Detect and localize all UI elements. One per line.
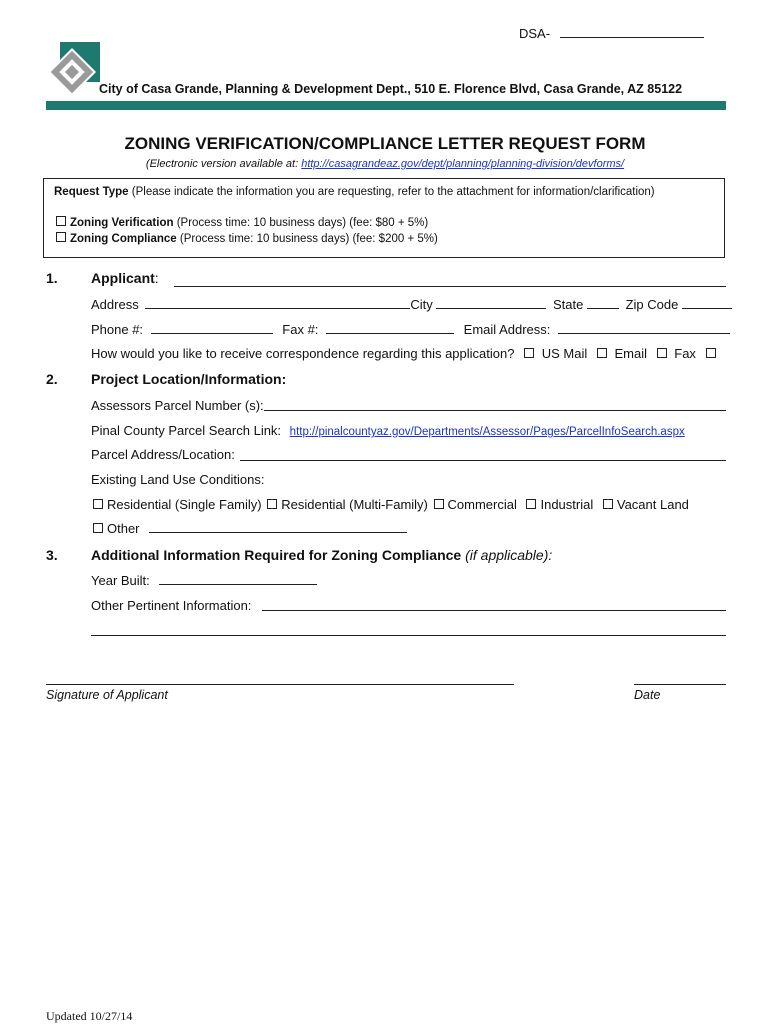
other-info-line-2[interactable] [91,635,726,636]
checkbox[interactable] [56,216,66,226]
applicant-label: Applicant [91,270,155,286]
option-zoning-verification[interactable] [54,216,428,229]
option-detail: (Process time: 10 business days) (fee: $200 + 5%) [176,233,438,245]
method-fax: Fax [674,346,696,361]
option-detail: (Process time: 10 business days) (fee: $80 + 5%) [173,217,429,229]
city-line[interactable] [436,307,546,309]
applicant-line[interactable] [174,286,726,287]
section3-title-text: Additional Information Required for Zoning Compliance [91,547,462,563]
checkbox[interactable] [56,232,66,242]
address-row [91,297,732,312]
email-label: Email Address: [463,322,551,337]
land-use-residential-single: Residential (Single Family) [107,497,262,512]
date-label: Date [634,688,661,702]
section3-title-suffix: (if applicable): [461,547,553,563]
method-email: Email [614,346,647,361]
land-use-commercial: Commercial [447,497,517,512]
checkbox[interactable] [597,348,607,358]
checkbox[interactable] [267,499,277,509]
other-row [91,521,407,536]
colon: : [154,270,159,286]
fax-line[interactable] [326,332,454,334]
request-type-header [54,186,655,198]
checkbox[interactable] [434,499,444,509]
section2-title: Project Location/Information: [91,371,287,387]
date-line[interactable] [634,684,726,685]
phone-label: Phone #: [91,322,144,337]
correspondence-row [91,346,720,361]
method-us-mail: US Mail [541,346,588,361]
phone-line[interactable] [151,332,273,334]
fax-label: Fax #: [282,322,319,337]
address-label: Address [91,297,139,312]
checkbox[interactable] [524,348,534,358]
parcel-address-label: Parcel Address/Location: [91,447,235,462]
pinal-search-link[interactable]: http://pinalcountyaz.gov/Departments/Assessor/Pages/ParcelInfoSearch.aspx [289,426,685,438]
section1-number: 1. [46,270,58,286]
land-use-residential-multi: Residential (Multi-Family) [281,497,428,512]
checkbox[interactable] [93,499,103,509]
header-address: City of Casa Grande, Planning & Development Dept., 510 E. Florence Blvd, Casa Grande, AZ 85122 [99,82,683,96]
other-info-row [91,598,251,613]
checkbox[interactable] [603,499,613,509]
state-line[interactable] [587,307,619,309]
apn-label: Assessors Parcel Number (s): [91,398,264,413]
section2-number: 2. [46,371,58,387]
apn-line[interactable] [264,410,726,411]
apn-row [91,398,264,413]
land-use-vacant: Vacant Land [616,497,689,512]
checkbox[interactable] [526,499,536,509]
request-type-box [43,178,725,258]
dsa-input-line[interactable] [560,36,704,38]
request-type-label: Request Type [54,186,129,198]
section3-title [91,547,552,563]
dsa-field [519,26,704,41]
city-label: City [410,297,433,312]
address-line[interactable] [145,307,410,309]
subtitle-prefix: (Electronic version available at: [145,158,302,170]
land-use-industrial: Industrial [540,497,594,512]
page-title: ZONING VERIFICATION/COMPLIANCE LETTER REQUEST FORM [124,134,646,153]
phone-row [91,322,730,337]
checkbox[interactable] [657,348,667,358]
correspondence-question: How would you like to receive correspondence regarding this application? [91,346,515,361]
updated-date: Updated 10/27/14 [46,1009,133,1023]
section3-number: 3. [46,547,58,563]
request-type-desc: (Please indicate the information you are requesting, refer to the attachment for information/clarification) [128,186,655,198]
checkbox[interactable] [93,523,103,533]
other-info-line[interactable] [262,610,726,611]
other-label: Other [107,521,140,536]
land-use-row [91,472,264,487]
signature-line[interactable] [46,684,514,685]
pinal-label: Pinal County Parcel Search Link: [91,423,282,438]
dsa-label: DSA- [519,26,551,41]
section1-title [91,270,159,286]
zip-label: Zip Code [625,297,679,312]
year-built-line[interactable] [159,583,317,585]
city-logo [46,42,102,98]
parcel-address-row [91,447,235,462]
option-name: Zoning Compliance [70,233,177,245]
state-label: State [552,297,584,312]
pinal-row [91,423,685,438]
signature-label: Signature of Applicant [46,688,168,702]
option-zoning-compliance[interactable] [54,232,438,245]
year-built-row [91,573,317,588]
header-rule [46,101,726,110]
option-name: Zoning Verification [70,217,174,229]
other-line[interactable] [149,531,407,533]
parcel-address-line[interactable] [240,460,726,461]
land-use-options [91,497,689,512]
devforms-link[interactable]: http://casagrandeaz.gov/dept/planning/planning-division/devforms/ [301,158,625,170]
land-use-label: Existing Land Use Conditions: [91,472,265,487]
checkbox[interactable] [706,348,716,358]
email-line[interactable] [558,332,730,334]
other-info-label: Other Pertinent Information: [91,598,252,613]
year-built-label: Year Built: [91,573,150,588]
subtitle [0,158,770,170]
zip-line[interactable] [682,307,732,309]
